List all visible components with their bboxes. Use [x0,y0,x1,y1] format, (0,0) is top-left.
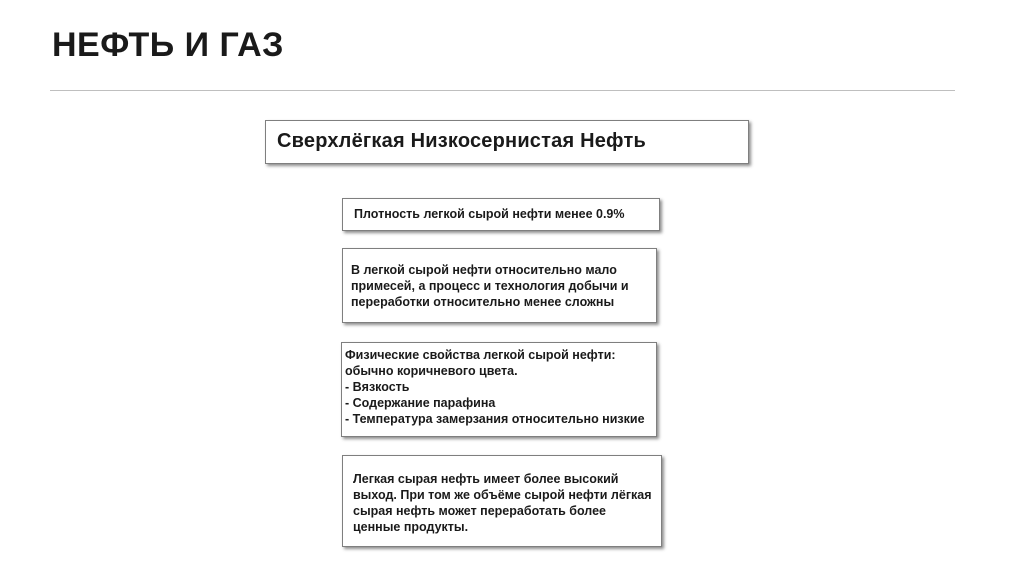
properties-box [341,342,657,437]
impurities-line-2: примесей, а процесс и технология добычи и [351,279,629,293]
title-divider [50,90,955,91]
properties-line-3: - Вязкость [345,380,410,394]
yield-line-4: ценные продукты. [353,520,469,534]
properties-line-1: Физические свойства легкой сырой нефти: [345,348,616,362]
main-heading-text: Сверхлёгкая Низкосернистая Нефть [277,130,646,152]
impurities-box [342,248,657,323]
density-line-1: Плотность легкой сырой нефти менее 0.9% [354,207,625,221]
yield-line-3: сырая нефть может переработать более [353,504,606,518]
yield-line-2: выход. При том же объёме сырой нефти лёгкая [353,488,652,502]
main-heading-box [265,120,749,164]
slide-title: НЕФТЬ И ГАЗ [52,26,284,64]
impurities-line-3: переработки относительно менее сложны [351,295,615,309]
yield-box [342,455,662,547]
properties-line-5: - Температура замерзания относительно низкие [345,412,645,426]
properties-line-2: обычно коричневого цвета. [345,364,518,378]
impurities-line-1: В легкой сырой нефти относительно мало [351,263,617,277]
density-box [342,198,660,231]
properties-line-4: - Содержание парафина [345,396,496,410]
yield-line-1: Легкая сырая нефть имеет более высокий [353,472,619,486]
